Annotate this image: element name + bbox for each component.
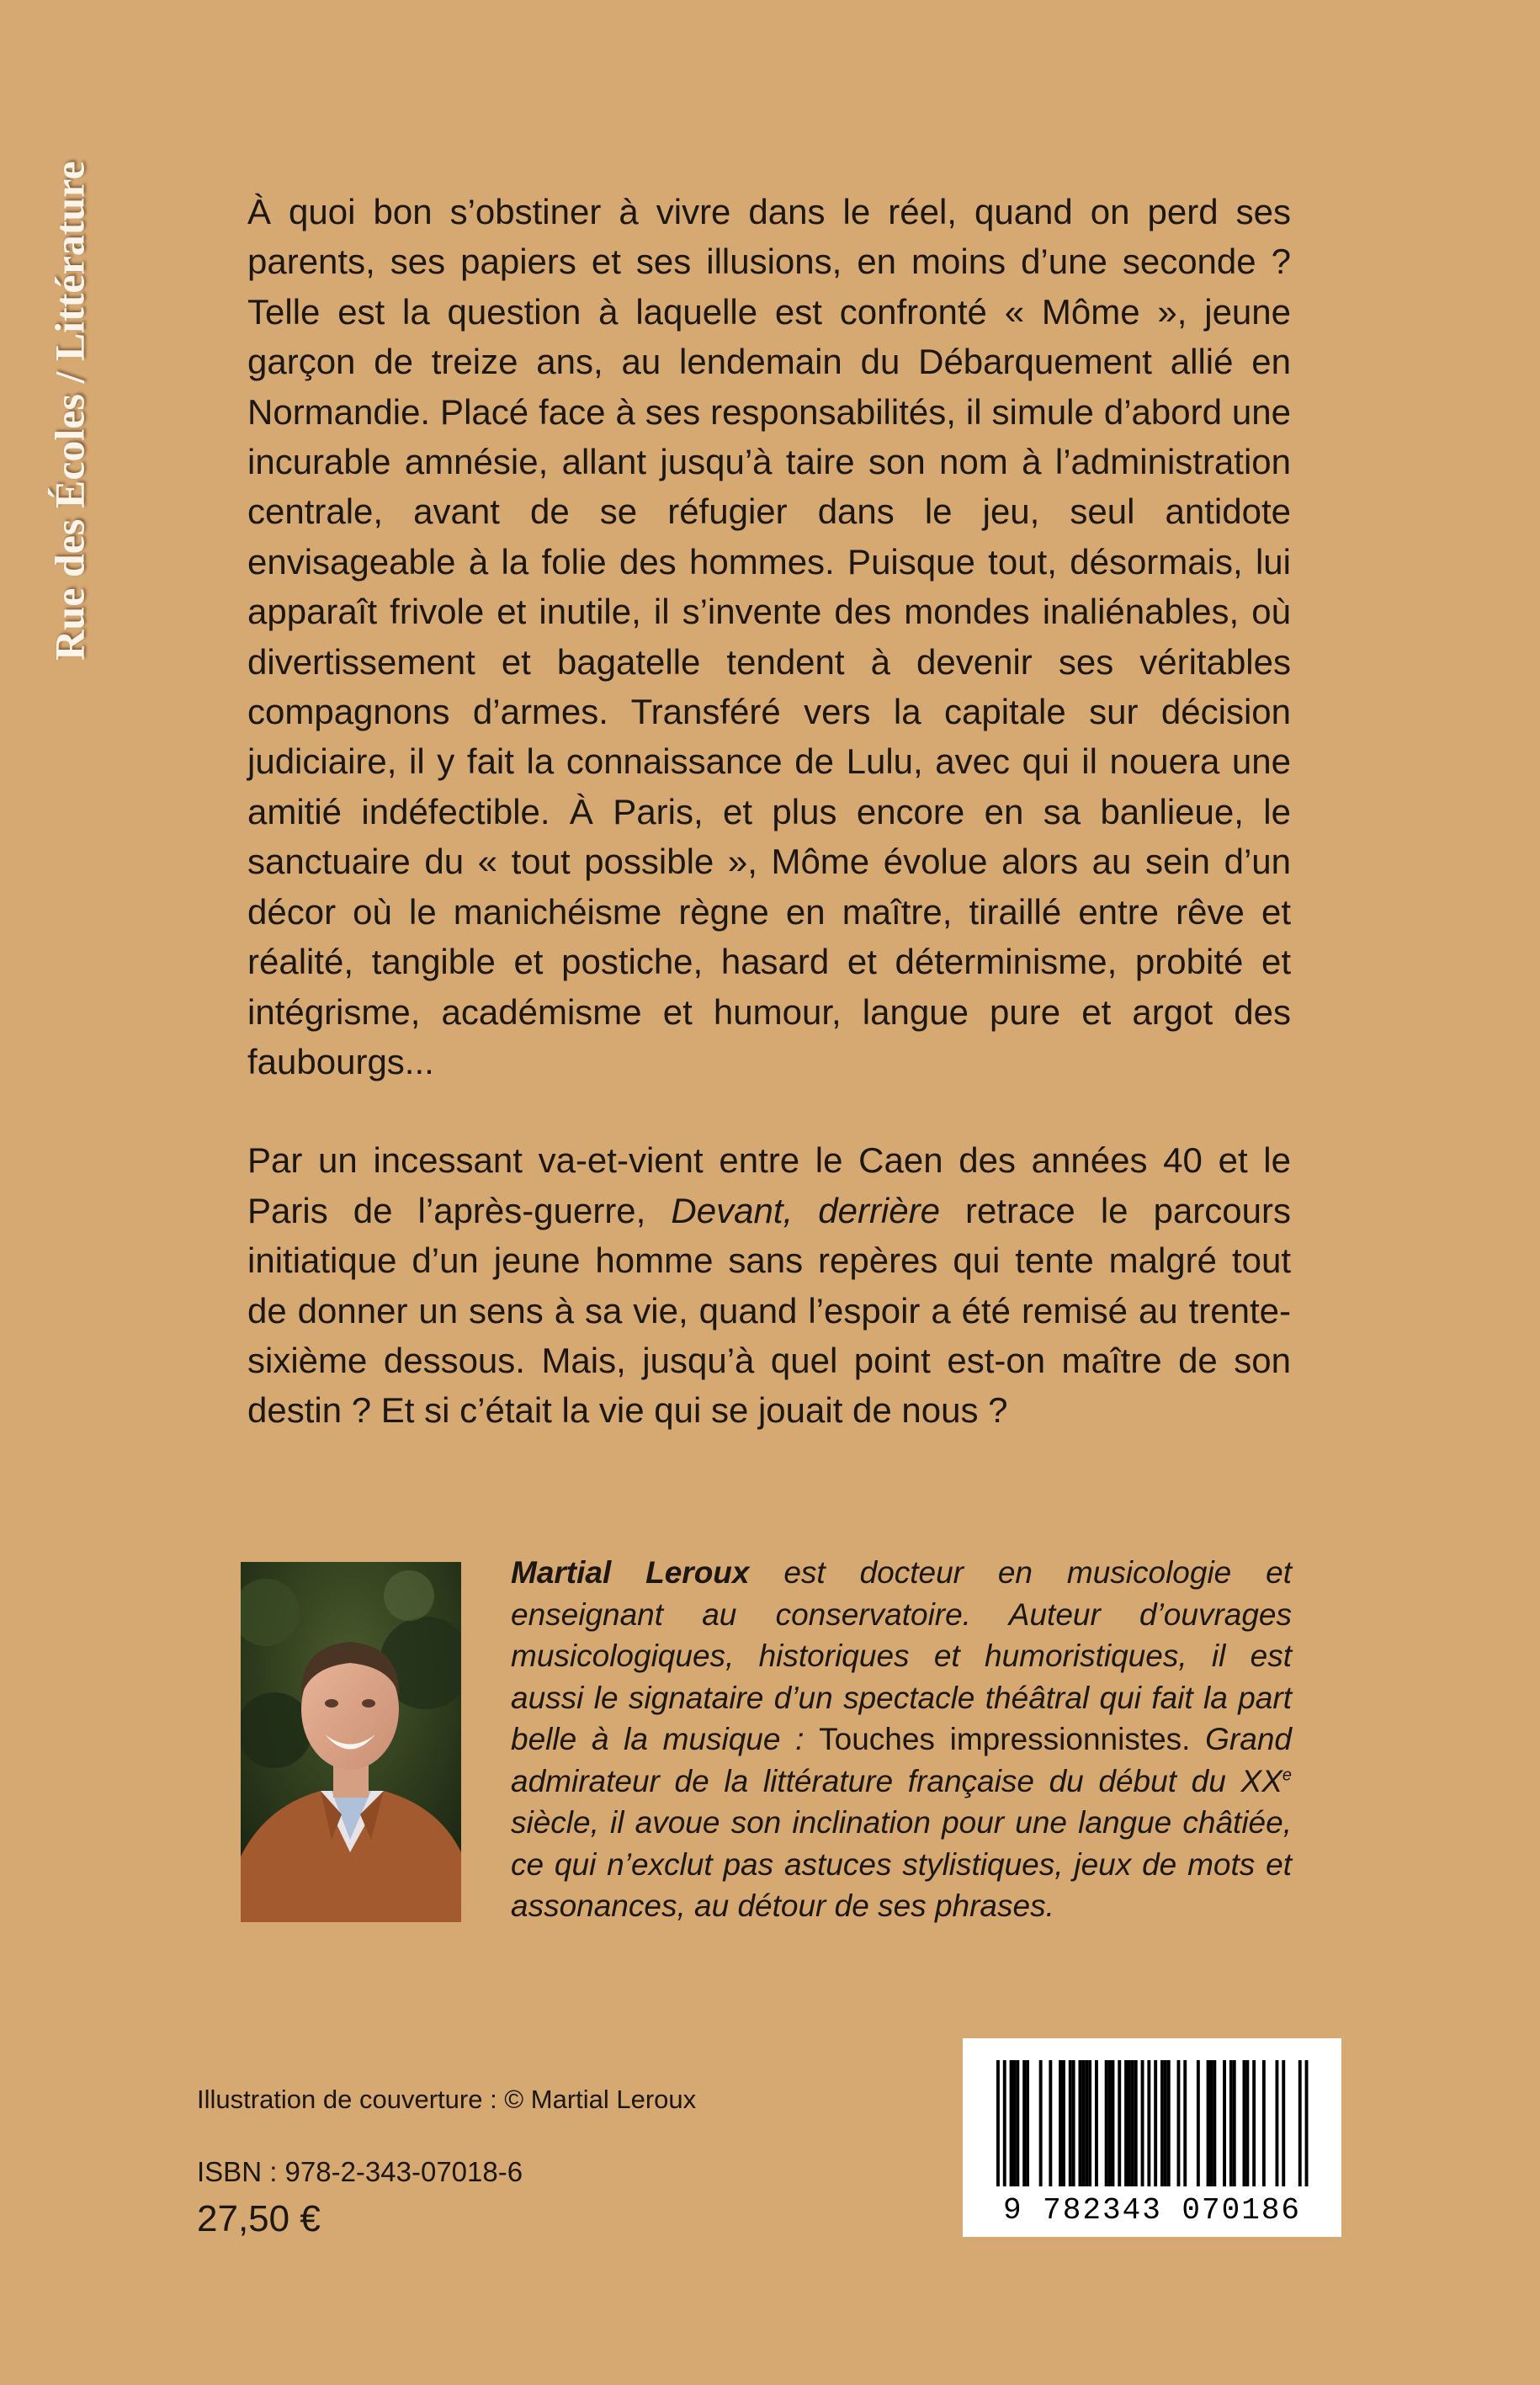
barcode-bar bbox=[1010, 2060, 1013, 2186]
barcode-bar bbox=[1197, 2060, 1200, 2186]
show-title: Touches impressionnistes. bbox=[819, 1722, 1191, 1756]
barcode-bar bbox=[1252, 2060, 1256, 2186]
barcode-bar bbox=[1022, 2060, 1026, 2186]
barcode-bar bbox=[1183, 2060, 1187, 2186]
barcode-bar bbox=[1124, 2060, 1128, 2186]
series-label: Rue des Écoles / Littérature bbox=[46, 161, 94, 661]
barcode-bar bbox=[1282, 2060, 1285, 2186]
barcode-bar bbox=[1223, 2060, 1226, 2186]
barcode-bar bbox=[1147, 2060, 1150, 2186]
bio-text-c: siècle, il avoue son inclination pour une langue châtiée, ce qui n’exclut pas astuces stylistiques, jeux de mots et assonances, au détour de ses phrases. bbox=[511, 1805, 1292, 1923]
isbn-number: ISBN : 978-2-343-07018-6 bbox=[197, 2156, 523, 2187]
spine-series-title bbox=[46, 99, 93, 722]
blurb-paragraph-2-start: Par un incessant va-et-vient entre le Caen des années 40 et le Paris de l’après-guerre, bbox=[247, 1140, 1291, 1230]
author-name: Martial Leroux bbox=[511, 1555, 750, 1590]
barcode-bar bbox=[1164, 2060, 1167, 2186]
blurb-paragraph-2-end: retrace le parcours initiatique d’un jeune homme sans repères qui tente malgré tout de donner un sens à sa vie, quand l’espoir a été remisé au trente-sixième dessous. Mais, jusqu’à quel point est-on maître de son destin ? Et si c’était la vie qui se jouait de nous ? bbox=[247, 1190, 1292, 1431]
barcode-bar bbox=[1305, 2060, 1309, 2186]
barcode-bar bbox=[1229, 2060, 1233, 2186]
barcode-bar bbox=[1108, 2060, 1112, 2186]
barcode-bar bbox=[1167, 2060, 1171, 2186]
barcode-bar bbox=[1026, 2060, 1029, 2186]
blurb-paragraph-2 bbox=[247, 1135, 1291, 1435]
barcode-bar bbox=[1095, 2060, 1098, 2186]
barcode-bar bbox=[1079, 2060, 1082, 2186]
barcode-bar bbox=[1013, 2060, 1017, 2186]
barcode-bar bbox=[1049, 2060, 1052, 2186]
author-photo bbox=[241, 1562, 461, 1922]
barcode-bar bbox=[1088, 2060, 1091, 2186]
bio-text-b: Grand admirateur de la littérature française du début du XX bbox=[511, 1722, 1292, 1798]
barcode-bar bbox=[1262, 2060, 1266, 2186]
barcode-bar bbox=[1213, 2060, 1216, 2186]
barcode-bar bbox=[1069, 2060, 1072, 2186]
barcode-bar bbox=[1177, 2060, 1181, 2186]
barcode bbox=[963, 2038, 1341, 2237]
author-biography bbox=[511, 1552, 1292, 1927]
barcode-digits: 9 782343 070186 bbox=[1002, 2193, 1302, 2228]
barcode-bar bbox=[1081, 2060, 1085, 2186]
barcode-bar bbox=[1085, 2060, 1088, 2186]
book-title: Devant, derrière bbox=[671, 1190, 940, 1230]
price-label: 27,50 € bbox=[197, 2198, 321, 2239]
barcode-bar bbox=[1245, 2060, 1249, 2186]
barcode-bar bbox=[1105, 2060, 1108, 2186]
barcode-bar bbox=[1134, 2060, 1138, 2186]
barcode-bar bbox=[1059, 2060, 1062, 2186]
bio-text-a: est docteur en musicologie et enseignant au conservatoire. Auteur d’ouvrages musicologiques, historiques et humoristiques, il est aussi le signataire d’un spectacle théâtral qui fait la part belle à la musique : bbox=[511, 1555, 1292, 1756]
barcode-bar bbox=[1243, 2060, 1246, 2186]
barcode-bar bbox=[1039, 2060, 1043, 2186]
cover-illustration-credit: Illustration de couverture : © Martial Leroux bbox=[197, 2085, 697, 2114]
back-cover-blurb bbox=[247, 187, 1291, 1436]
barcode-bar bbox=[1062, 2060, 1065, 2186]
barcode-bar bbox=[1233, 2060, 1236, 2186]
barcode-bar bbox=[1072, 2060, 1075, 2186]
barcode-bar bbox=[1112, 2060, 1115, 2186]
barcode-bar bbox=[1003, 2060, 1006, 2186]
barcode-bar bbox=[1118, 2060, 1121, 2186]
barcode-bar bbox=[1207, 2060, 1210, 2186]
barcode-bar bbox=[1210, 2060, 1213, 2186]
barcode-bar bbox=[1128, 2060, 1131, 2186]
barcode-bar bbox=[1154, 2060, 1157, 2186]
century-superscript: e bbox=[1282, 1766, 1292, 1785]
barcode-bar bbox=[1131, 2060, 1134, 2186]
barcode-bar bbox=[1276, 2060, 1279, 2186]
barcode-bar bbox=[1141, 2060, 1144, 2186]
barcode-bar bbox=[1298, 2060, 1302, 2186]
barcode-bar bbox=[1160, 2060, 1164, 2186]
barcode-bar bbox=[1016, 2060, 1019, 2186]
barcode-graphic bbox=[963, 2038, 1341, 2237]
barcode-bar bbox=[996, 2060, 1000, 2186]
blurb-paragraph-1: À quoi bon s’obstiner à vivre dans le réel, quand on perd ses parents, ses papiers et ses illusions, en moins d’une seconde ? Telle est la question à laquelle est confronté « Môme », jeune garçon de treize ans, au lendemain du Débarquement allié en Normandie. Placé face à ses responsabilités, il simule d’abord une incurable amnésie, allant jusqu’à taire son nom à l’administration centrale, avant de se réfugier dans le jeu, seul antidote envisageable à la folie des hommes. Puisque tout, désormais, lui apparaît frivole et inutile, il s’invente des mondes inaliénables, où divertissement et bagatelle tendent à devenir ses véritables compagnons d’armes. Transféré vers la capitale sur décision judiciaire, il y fait la connaissance de Lulu, avec qui il nouera une amitié indéfectible. À Paris, et plus encore en sa banlieue, le sanctuaire du « tout possible », Môme évolue alors au sein d’un décor où le manichéisme règne en maître, tiraillé entre rêve et réalité, tangible et postiche, hasard et déterminisme, probité et intégrisme, académisme et humour, langue pure et argot des faubourgs... bbox=[247, 192, 1291, 1081]
